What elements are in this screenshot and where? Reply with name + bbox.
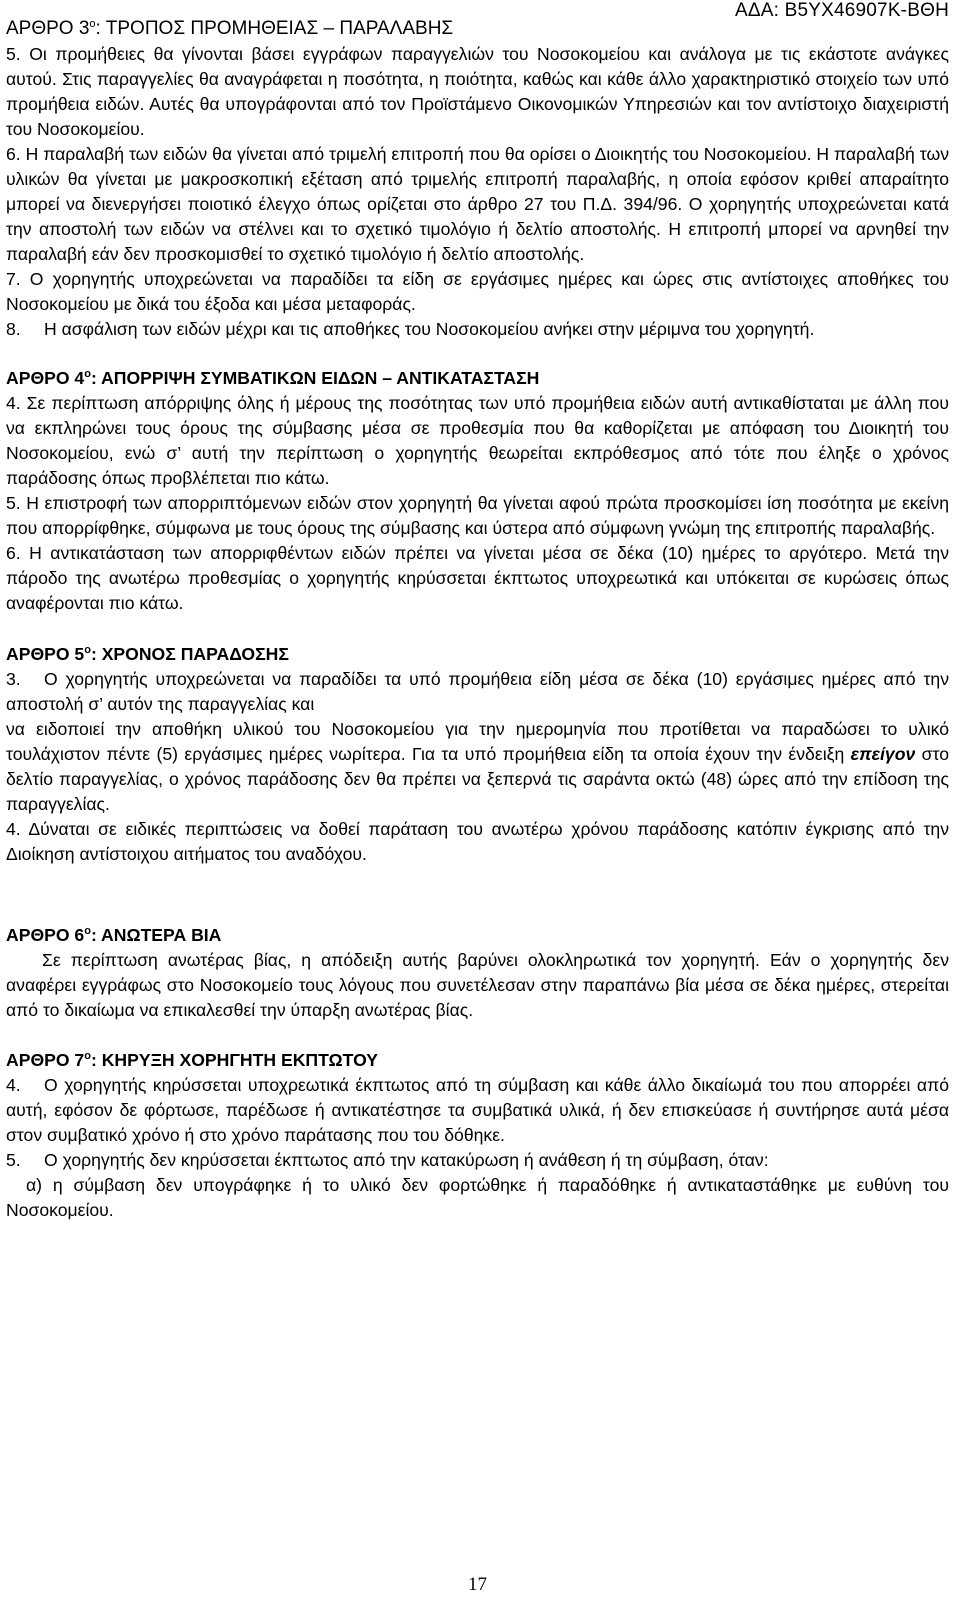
article-5-paragraph-4: 4. Δύναται σε ειδικές περιπτώσεις να δοθεί παράταση του ανωτέρω χρόνου παράδοσης κατόπιν έγκρισης από την Διοίκηση αντίστοιχου αιτήματος του αναδόχου. [6, 819, 949, 864]
article-3-body [6, 42, 949, 342]
paragraph-text: Ο χορηγητής δεν κηρύσσεται έκπτωτος από την κατακύρωση ή ανάθεση ή τη σύμβαση, όταν: [44, 1150, 769, 1170]
paragraph-text: Η ασφάλιση των ειδών μέχρι και τις αποθήκες του Νοσοκομείου ανήκει στην μέριμνα του χορηγητή. [44, 319, 815, 339]
article-6-body [6, 948, 949, 1023]
article-7-paragraph-4 [6, 1073, 949, 1148]
ada-code: ΑΔΑ: Β5ΥΧ46907Κ-ΒΘΗ [735, 0, 949, 21]
article-3-paragraph-6: 6. Η παραλαβή των ειδών θα γίνεται από τριμελή επιτροπή που θα ορίσει ο Διοικητής του Νοσοκομείου. Η παραλαβή των υλικών θα γίνεται με μακροσκοπική εξέταση από τριμελής επιτροπή παραλαβής, η οποία εφόσον κριθεί απαραίτητο μπορεί να διενεργήσει ποιοτικό έλεγχο όπως ορίζεται στο άρθρο 27 του Π.Δ. 394/96. Ο χορηγητής υποχρεώνεται κατά την αποστολή των ειδών να στέλνει και το σχετικό τιμολόγιο ή δελτίο αποστολής. Η επιτροπή μπορεί να αρνηθεί την παραλαβή εάν δεν προσκομισθεί το σχετικό τιμολόγιο ή δελτίο αποστολής. [6, 144, 949, 264]
paragraph-text: στο δελτίο παραγγελίας, ο χρόνος παράδοσης δεν θα πρέπει να ξεπερνά τις σαράντα οκτώ (48) ώρες από την επίδοση της παραγγελίας. [6, 744, 949, 814]
paragraph-text: Ο χορηγητής κηρύσσεται υποχρεωτικά έκπτωτος από τη σύμβαση και κάθε άλλο δικαίωμά του που απορρέει από αυτή, εφόσον δε φόρτωσε, παρέδωσε ή αντικατέστησε τα συμβατικά υλικά, ή δεν επισκεύασε ή συντήρησε αυτά μέσα στον συμβατικό χρόνο ή στο χρόνο παράτασης που του δόθηκε. [6, 1075, 949, 1145]
article-7-item-a [6, 1173, 949, 1223]
document-page [6, 0, 949, 1624]
paragraph-number: 4. [6, 1075, 21, 1095]
paragraph-number: 8. [6, 319, 21, 339]
paragraph-text: να ειδοποιεί την αποθήκη υλικού του Νοσοκομείου για την ημερομηνία που προτίθεται να παραδώσει το υλικό τουλάχιστον πέντε (5) εργάσιμες ημέρες νωρίτερα. Για τα υπό προμήθεια είδη τα οποία έχουν την ένδειξη [6, 719, 949, 764]
paragraph-text: Ο χορηγητής υποχρεώνεται να παραδίδει τα υπό προμήθεια είδη μέσα σε δέκα (10) εργάσιμες ημέρες από την αποστολή σ’ αυτόν της παραγγελίας και [6, 669, 949, 714]
article-3-paragraph-5: 5. Οι προμήθειες θα γίνονται βάσει εγγράφων παραγγελιών του Νοσοκομείου και ανάλογα με τις εκάστοτε ανάγκες αυτού. Στις παραγγελίες θα αναγράφεται η ποσότητα, η ποιότητα, καθώς και κάθε άλλο χαρακτηριστικό στοιχείο των υπό προμήθεια ειδών. Αυτές θα υπογράφονται από τον Προϊστάμενο Οικονομικών Υπηρεσιών και τον αντίστοιχο διαχειριστή του Νοσοκομείου. [6, 44, 949, 139]
article-3-paragraph-7: 7. Ο χορηγητής υποχρεώνεται να παραδίδει τα είδη σε εργάσιμες ημέρες και ώρες στις αντίστοιχες αποθήκες του Νοσοκομείου με δικά του έξοδα και μέσα μεταφοράς. [6, 269, 949, 314]
article-7-heading: ΑΡΘΡΟ $7^o$: ΚΗΡΥΞΗ ΧΟΡΗΓΗΤΗ ΕΚΠΤΩΤΟΥ [6, 1050, 379, 1070]
paragraph-text: α) η σύμβαση δεν υπογράφηκε ή το υλικό δεν φορτώθηκε ή παραδόθηκε ή αντικαταστάθηκε με ευθύνη του Νοσοκομείου. [6, 1175, 949, 1220]
article-3-heading: ΑΡΘΡΟ $3^o$: ΤΡΟΠΟΣ ΠΡΟΜΗΘΕΙΑΣ – ΠΑΡΑΛΑΒΗΣ [6, 18, 454, 39]
article-3-paragraph-8 [6, 317, 949, 342]
paragraph-number: 5. [6, 1150, 21, 1170]
article-6-heading: ΑΡΘΡΟ $6^o$: ΑΝΩΤΕΡΑ ΒΙΑ [6, 925, 222, 945]
article-5-heading: ΑΡΘΡΟ $5^o$: ΧΡΟΝΟΣ ΠΑΡΑΔΟΣΗΣ [6, 644, 289, 664]
article-6-paragraph [6, 948, 949, 1023]
article-7-paragraph-5 [6, 1148, 949, 1173]
page-number: 17 [468, 1574, 487, 1595]
paragraph-number: 3. [6, 669, 21, 689]
article-5-body [6, 667, 949, 867]
article-4-body [6, 391, 949, 616]
article-4-paragraph-5: 5. Η επιστροφή των απορριπτόμενων ειδών στον χορηγητή θα γίνεται αφού πρώτα προσκομίσει ίση ποσότητα με εκείνη που απορρίφθηκε, σύμφωνα με τους όρους της σύμβασης και ύστερα από σύμφωνη γνώμη της επιτροπής παραλαβής. [6, 493, 949, 538]
article-4-paragraph-6: 6. Η αντικατάσταση των απορριφθέντων ειδών πρέπει να γίνεται μέσα σε δέκα (10) ημέρες το αργότερο. Μετά την πάροδο της ανωτέρω προθεσμίας ο χορηγητής κηρύσσεται έκπτωτος υποχρεωτικά και υπόκειται σε κυρώσεις όπως αναφέρονται πιο κάτω. [6, 543, 949, 613]
article-5-paragraph-3 [6, 667, 949, 717]
article-5-paragraph-3-cont [6, 717, 949, 817]
paragraph-text: Σε περίπτωση ανωτέρας βίας, η απόδειξη αυτής βαρύνει ολοκληρωτικά τον χορηγητή. Εάν ο χορηγητής δεν αναφέρει εγγράφως στο Νοσοκομείο τους λόγους που συνετέλεσαν στην παραπάνω βία μέσα σε δέκα ημέρες, στερείται από το δικαίωμα να επικαλεσθεί την ύπαρξη ανωτέρας βίας. [6, 950, 949, 1020]
article-4-heading: ΑΡΘΡΟ $4^o$: ΑΠΟΡΡΙΨΗ ΣΥΜΒΑΤΙΚΩΝ ΕΙΔΩΝ – ΑΝΤΙΚΑΤΑΣΤΑΣΗ [6, 368, 540, 388]
urgent-emphasis: επείγον [850, 744, 916, 764]
article-4-paragraph-4: 4. Σε περίπτωση απόρριψης όλης ή μέρους της ποσότητας των υπό προμήθεια ειδών αυτή αντικαθίσταται με άλλη που να εκπληρώνει τους όρους της σύμβασης μέσα σε προθεσμία που θα καθορίζεται με απόφαση του Διοικητή του Νοσοκομείου, ενώ σ’ αυτή την περίπτωση ο χορηγητής θεωρείται εκπρόθεσμος από τότε που έληξε ο χρόνος παράδοσης όπως προβλέπεται πιο κάτω. [6, 393, 949, 488]
article-7-body [6, 1073, 949, 1223]
page-header [6, 0, 949, 42]
